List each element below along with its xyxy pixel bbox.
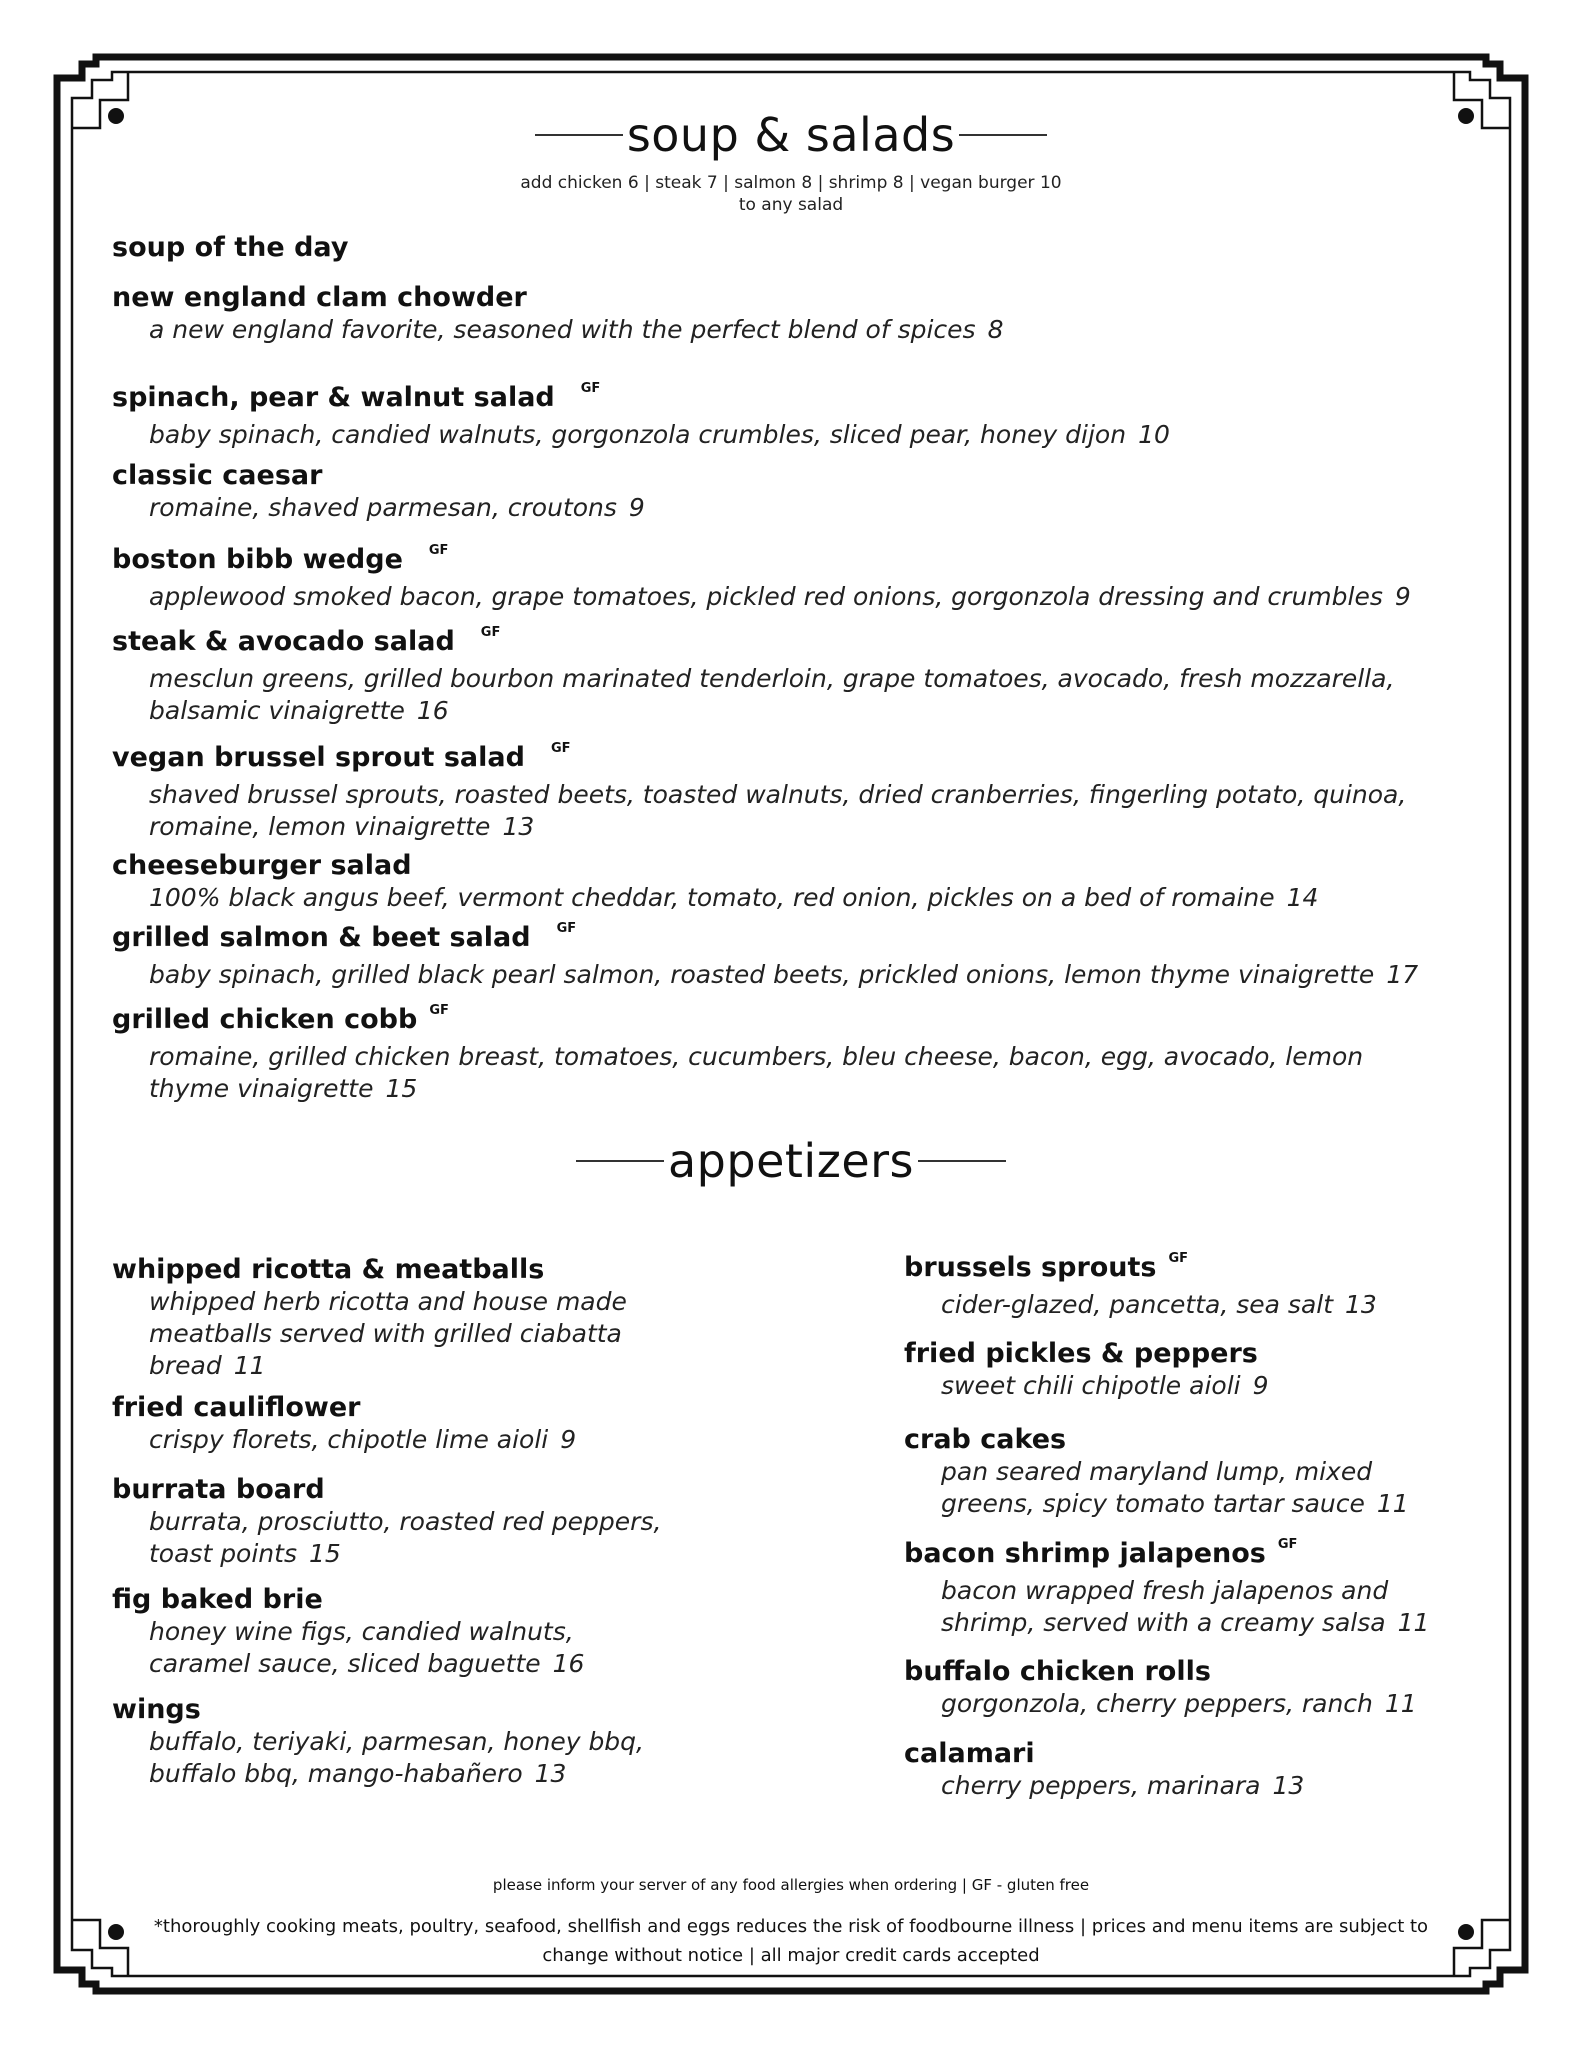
item-price: 9 — [1252, 1371, 1269, 1400]
gluten-free-badge: GF — [550, 741, 571, 756]
menu-item — [904, 1252, 1377, 1321]
item-price: 15 — [385, 1074, 418, 1103]
item-name: steak & avocado salad — [112, 626, 455, 657]
title-rule-right — [959, 134, 1047, 136]
menu-item — [112, 1004, 1363, 1105]
menu-item — [112, 850, 1318, 914]
gluten-free-badge: GF — [1168, 1251, 1189, 1266]
item-price: 13 — [502, 812, 535, 841]
gluten-free-badge: GF — [556, 921, 577, 936]
item-price: 10 — [1138, 420, 1170, 449]
item-description: burrata, prosciutto, roasted red peppers, toast points — [149, 1507, 662, 1568]
item-description: cherry peppers, marinara — [941, 1771, 1261, 1800]
appetizers-heading: appetizers — [667, 1134, 915, 1188]
item-price: 16 — [552, 1649, 585, 1678]
item-price: 11 — [233, 1351, 266, 1380]
item-description: pan seared maryland lump, mixed greens, spicy tomato tartar sauce — [941, 1457, 1373, 1518]
menu-item — [112, 232, 348, 264]
gluten-free-badge: GF — [580, 381, 601, 396]
menu-item — [112, 922, 1418, 991]
item-description: crispy florets, chipotle lime aioli — [149, 1425, 549, 1454]
soup-salads-title — [0, 108, 1582, 162]
item-description: applewood smoked bacon, grape tomatoes, pickled red onions, gorgonzola dressing and crumbles — [149, 582, 1383, 611]
item-description: cider-glazed, pancetta, sea salt — [941, 1290, 1334, 1319]
menu-item — [112, 382, 1170, 451]
item-name: soup of the day — [112, 232, 349, 263]
salad-addons-line-2: to any salad — [738, 195, 844, 215]
title-rule-right — [918, 1160, 1006, 1162]
item-name: whipped ricotta & meatballs — [112, 1254, 545, 1285]
item-name: fried cauliflower — [112, 1392, 361, 1423]
menu-item — [112, 742, 1406, 843]
item-price: 8 — [987, 315, 1004, 344]
item-name: bacon shrimp jalapenos — [904, 1538, 1266, 1569]
item-name: classic caesar — [112, 460, 323, 491]
item-description: gorgonzola, cherry peppers, ranch — [941, 1689, 1373, 1718]
menu-item — [904, 1338, 1269, 1402]
item-name: buffalo chicken rolls — [904, 1656, 1211, 1687]
item-price: 9 — [628, 493, 645, 522]
soup-salads-heading: soup & salads — [626, 108, 956, 162]
item-name: calamari — [904, 1738, 1035, 1769]
menu-item — [112, 626, 1394, 727]
menu-item — [112, 1392, 576, 1456]
gluten-free-badge: GF — [429, 1003, 449, 1018]
item-description: honey wine figs, candied walnuts, caramel sauce, sliced baguette — [149, 1617, 574, 1678]
item-description: shaved brussel sprouts, roasted beets, toasted walnuts, dried cranberries, fingerling potato, quinoa, romaine, lemon vinaigrette — [149, 780, 1407, 841]
menu-item — [112, 1254, 627, 1382]
item-description: bacon wrapped fresh jalapenos and shrimp, served with a creamy salsa — [941, 1576, 1389, 1637]
appetizers-title — [0, 1134, 1582, 1188]
gluten-free-badge: GF — [428, 543, 449, 558]
item-name: fig baked brie — [112, 1584, 323, 1615]
item-price: 9 — [1394, 582, 1411, 611]
menu-item — [112, 1474, 661, 1570]
item-name: new england clam chowder — [112, 282, 527, 313]
menu-item — [904, 1656, 1417, 1720]
item-description: mesclun greens, grilled bourbon marinated tenderloin, grape tomatoes, avocado, fresh mozzarella, balsamic vinaigrette — [149, 664, 1395, 725]
item-name: vegan brussel sprout salad — [112, 742, 525, 773]
item-price: 15 — [308, 1539, 341, 1568]
item-description: a new england favorite, seasoned with the perfect blend of spices — [149, 315, 976, 344]
item-price: 13 — [1272, 1771, 1305, 1800]
item-description: 100% black angus beef, vermont cheddar, tomato, red onion, pickles on a bed of romaine — [149, 883, 1275, 912]
item-price: 14 — [1286, 883, 1319, 912]
gluten-free-badge: GF — [1277, 1537, 1298, 1552]
menu-item — [904, 1738, 1304, 1802]
item-name: crab cakes — [904, 1424, 1067, 1455]
menu-item — [112, 282, 1003, 346]
salad-addons-line-1: add chicken 6 | steak 7 | salmon 8 | shrimp 8 | vegan burger 10 — [520, 173, 1062, 193]
item-price: 13 — [1345, 1290, 1377, 1319]
item-description: whipped herb ricotta and house made meatballs served with grilled ciabatta bread — [149, 1287, 627, 1380]
allergy-note: please inform your server of any food allergies when ordering | GF - gluten free — [492, 1876, 1090, 1894]
title-rule-left — [535, 134, 623, 136]
item-description: romaine, grilled chicken breast, tomatoes, cucumbers, bleu cheese, bacon, egg, avocado, lemon thyme vinaigrette — [149, 1042, 1364, 1103]
item-description: baby spinach, candied walnuts, gorgonzola crumbles, sliced pear, honey dijon — [149, 420, 1127, 449]
item-description: sweet chili chipotle aioli — [941, 1371, 1241, 1400]
item-name: spinach, pear & walnut salad — [112, 382, 555, 413]
item-price: 13 — [534, 1759, 567, 1788]
menu-item — [112, 460, 645, 524]
item-price: 17 — [1386, 960, 1419, 989]
item-description: romaine, shaved parmesan, croutons — [149, 493, 617, 522]
item-name: cheeseburger salad — [112, 850, 412, 881]
item-price: 16 — [416, 696, 449, 725]
menu-item — [112, 1694, 644, 1790]
item-name: wings — [112, 1694, 201, 1725]
gluten-free-badge: GF — [480, 625, 501, 640]
item-price: 11 — [1384, 1689, 1417, 1718]
item-price: 11 — [1397, 1608, 1430, 1637]
menu-item — [112, 544, 1411, 613]
menu-item — [904, 1424, 1409, 1520]
item-name: brussels sprouts — [904, 1252, 1157, 1283]
title-rule-left — [576, 1160, 664, 1162]
item-name: grilled salmon & beet salad — [112, 922, 531, 953]
menu-item — [904, 1538, 1429, 1639]
item-name: fried pickles & peppers — [904, 1338, 1258, 1369]
item-name: boston bibb wedge — [112, 544, 403, 575]
item-price: 11 — [1376, 1489, 1409, 1518]
item-name: burrata board — [112, 1474, 325, 1505]
menu-item — [112, 1584, 584, 1680]
item-name: grilled chicken cobb — [112, 1004, 418, 1035]
food-safety-disclaimer: *thoroughly cooking meats, poultry, seafood, shellfish and eggs reduces the risk of foodbourne illness | prices and menu items are subject to change without notice | all major credit cards accepted — [153, 1916, 1429, 1966]
item-price: 9 — [560, 1425, 577, 1454]
item-description: baby spinach, grilled black pearl salmon, roasted beets, prickled onions, lemon thyme vinaigrette — [149, 960, 1375, 989]
item-description: buffalo, teriyaki, parmesan, honey bbq, buffalo bbq, mango-habañero — [149, 1727, 644, 1788]
